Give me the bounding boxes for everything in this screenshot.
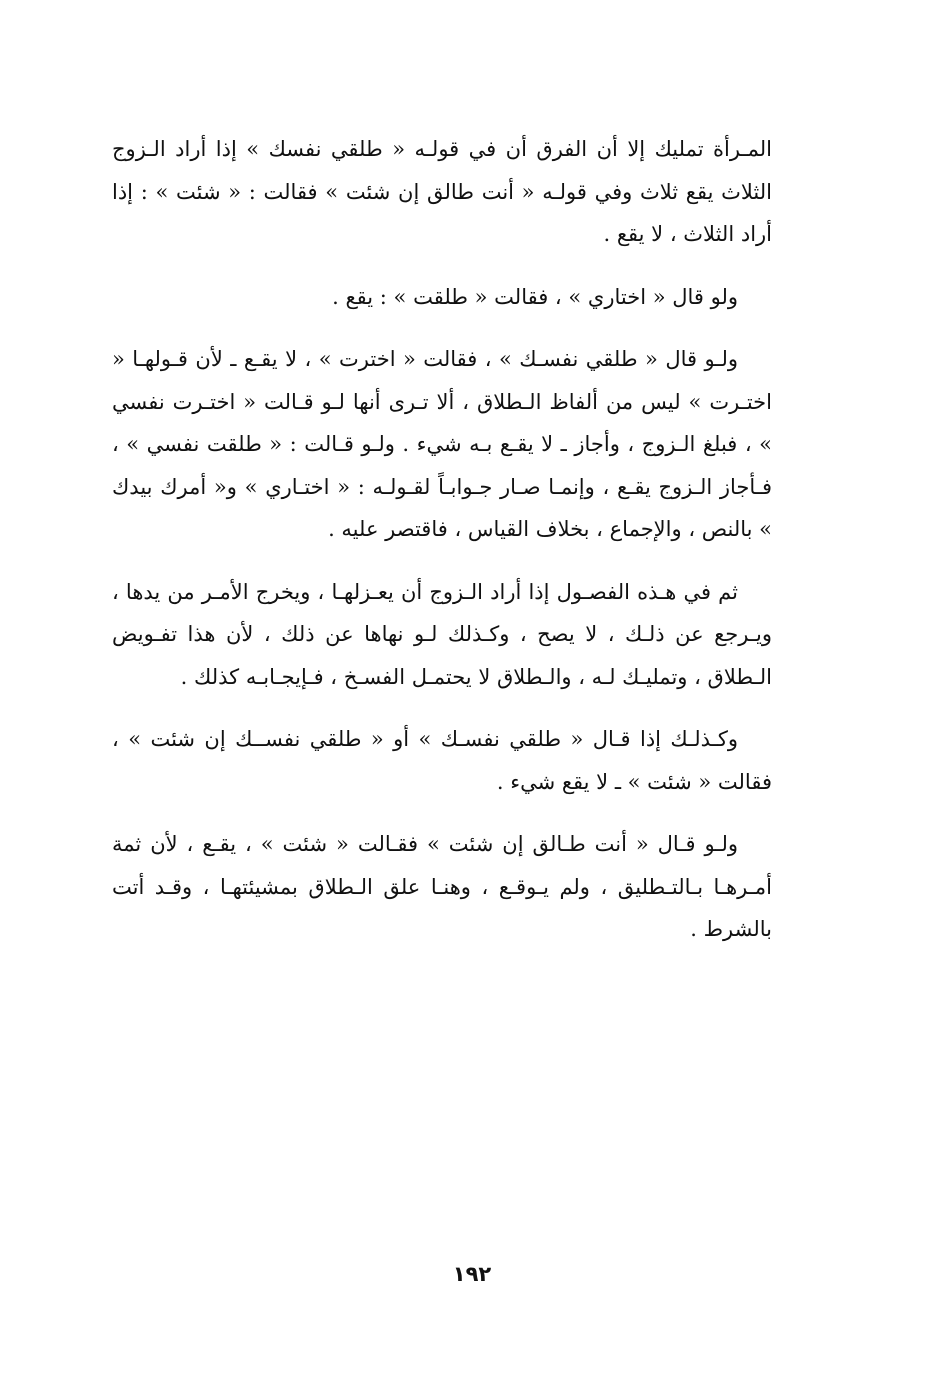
paragraph-6: ولـو قـال « أنت طـالق إن شئت » فقـالت « شئت » ، يقـع ، لأن ثمة أمـرهـا بـالتـطليق ، ولم يـوقـع ، وهنـا علق الـطلاق بمشيئتهـا ، وقـد أتت بالشرط . (112, 832, 772, 941)
paragraph-5: وكـذلـك إذا قـال « طلقي نفسـك » أو « طلقي نفســك إن شئت » ، فقالت « شئت » ـ لا يقع شيء . (112, 727, 772, 794)
paragraph-2: ولو قال « اختاري » ، فقالت « طلقت » : يقع . (332, 284, 738, 309)
paragraph-4: ثم في هـذه الفصـول إذا أراد الـزوج أن يعـزلهـا ، ويخرج الأمـر من يدها ، ويـرجع عن ذلـك ، لا يصح ، وكـذلك لـو نهاها عن ذلك ، لأن هذا تفـويض الـطلاق ، وتمليـك لـه ، والـطلاق لا يحتمـل الفسـخ ، فـإيجـابـه كذلك . (112, 579, 772, 689)
paragraph-1: المـرأة تمليك إلا أن الفرق أن في قولـه « طلقي نفسك » إذا أراد الـزوج الثلاث يقع ثلاث وفي قولـه « أنت طالق إن شئت » فقالت : « شئت » : إذا أراد الثلاث ، لا يقع . (112, 137, 772, 246)
page-number: ١٩٢ (452, 1262, 492, 1286)
paragraph-3: ولـو قال « طلقي نفسـك » ، فقالت « اخترت » ، لا يقـع ـ لأن قـولهـا « اختـرت » ليس من ألفاظ الـطلاق ، ألا تـرى أنها لـو قـالت « اختـرت نفسي » ، فبلغ الـزوج ، وأجاز ـ لا يقـع بـه شيء . ولـو قـالت : « طلقت نفسي » ، فـأجاز الـزوج يقـع ، وإنمـا صـار جـوابـاً لقـولـه : « اختـاري » و« أمرك بيدك » بالنص ، والإجماع ، بخلاف القياس ، فاقتصر عليه . (112, 347, 772, 541)
page-body (112, 128, 772, 971)
